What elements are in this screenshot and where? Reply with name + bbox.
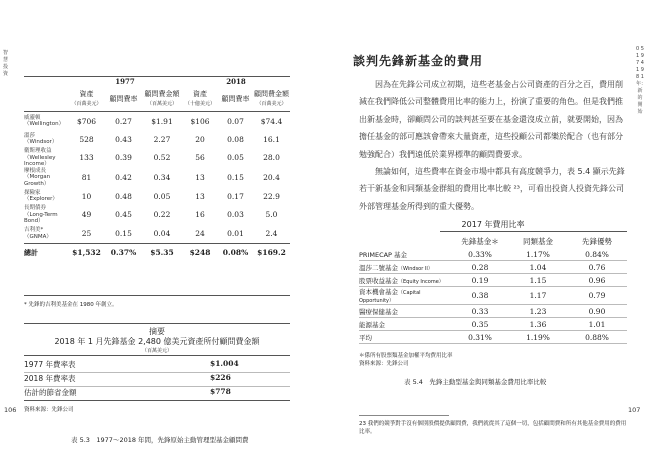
table-cell: 13	[195, 172, 205, 182]
col-fee-amount-2018: 顧問費金額 （百萬美元）	[253, 87, 290, 112]
col-expense-ratio: 顧問費率	[105, 87, 142, 112]
col-peer: 同類基金	[523, 236, 553, 246]
table-cell: 1.04	[509, 261, 567, 274]
summary-label: 2018 年費率表	[24, 374, 76, 383]
fund-name: 摩根成長 （Morgan Growth）	[24, 167, 51, 187]
fund-name: 威靈頓 （Wellington）	[24, 114, 65, 127]
table-5-4-footnote: ＊係所有股票類基金加權平均費用比率	[359, 353, 453, 359]
table-cell: 1.23	[509, 305, 567, 318]
table-cell: 81	[81, 172, 92, 182]
table-cell: 1.19%	[509, 331, 567, 344]
table-cell: 22.9	[263, 191, 280, 201]
table-5-4-source: 資料來源：先鋒公司	[359, 361, 409, 367]
table-cell: 0.76	[567, 261, 627, 274]
fund-name: 資本機會基金（Capital Opportunity）	[359, 287, 451, 305]
table-cell: 0.17	[227, 191, 244, 201]
paragraph-1: 因為在先鋒公司成立初期，這些老基金占公司資產的百分之百，費用削減在我們降低公司整體費用比率的能力上，扮演了重要的角色。但是我們推出新基金時，卻顧問公司的談判甚至要在基金還沒成立前，就要開始，因為擔任基金的部可應該會帶來大量資產，這些投顧公司都樂於配合（也有部分勉強配合）我們遠低於業界標準的顧問費要求。	[359, 80, 623, 159]
col-fee-amount: 顧問費金額 （百萬美元）	[142, 87, 182, 112]
table-cell: 0.03	[227, 210, 244, 220]
table-cell: 0.33%	[451, 248, 509, 261]
table-cell: $106	[190, 116, 210, 126]
total-cell: $5.35	[142, 243, 182, 262]
year-1977: 1977	[115, 77, 135, 86]
total-cell: $169.2	[253, 243, 290, 262]
table-cell: 24	[195, 229, 205, 238]
table-cell: 1.17	[509, 287, 567, 305]
table-cell: 1.15	[509, 274, 567, 287]
summary-value: $1.004	[210, 359, 239, 368]
total-row	[24, 243, 290, 262]
table-cell: 13	[195, 191, 205, 201]
table-cell: 16.1	[263, 134, 280, 144]
summary-value: $778	[210, 387, 231, 396]
table-row	[24, 225, 290, 244]
table-cell: 0.19	[451, 274, 509, 287]
table-cell: 5.0	[265, 210, 278, 220]
table-row	[359, 318, 627, 331]
fund-name: 溫莎 （Windsor）	[24, 132, 58, 145]
table-cell: 49	[81, 210, 92, 220]
table-row	[24, 112, 290, 131]
table-row	[359, 248, 627, 261]
summary-label: 估計的節省金額	[24, 388, 77, 397]
col-assets-2018: 資產 （十億美元）	[182, 87, 218, 112]
col-vanguard: 先鋒基金＊	[461, 236, 499, 246]
table-cell: 0.34	[153, 172, 171, 182]
year-2018: 2018	[226, 77, 246, 86]
table-cell: 0.43	[115, 134, 132, 144]
table-cell: 16	[195, 210, 205, 220]
paragraph-2: 無論如何，這些費率在資金市場中都具有高度競爭力，表 5.4 顯示先鋒若干新基金和同類基金群組的費用比率比較 ²³，可看出投資人投資先鋒公司外部管理基金所得到的重大優勢。	[359, 167, 625, 211]
table-row	[359, 261, 627, 274]
left-side-marker: 智慧投資	[3, 50, 9, 77]
table-cell: 1.01	[567, 318, 627, 331]
section-heading: 談判先鋒新基金的費用	[353, 54, 484, 68]
left-page-number: 106	[4, 406, 17, 414]
table-cell: 25	[81, 229, 92, 238]
summary-source: 資料來源：先鋒公司	[24, 407, 74, 413]
table-cell: 20.4	[263, 172, 280, 182]
table-cell: 2.27	[153, 134, 171, 144]
summary-label: 1977 年費率表	[24, 360, 76, 369]
table-cell: $706	[76, 116, 97, 126]
table-cell: 0.45	[115, 210, 132, 220]
table-row	[24, 148, 290, 168]
table-cell: 1.17%	[509, 248, 567, 261]
table-cell: 0.52	[153, 153, 171, 163]
table-cell: $74.4	[260, 116, 283, 126]
table-cell: 133	[79, 153, 94, 163]
total-label: 總計	[24, 243, 68, 262]
summary-title: 摘要	[149, 327, 165, 336]
col-advantage: 先鋒優勢	[582, 236, 612, 246]
table-row	[24, 205, 290, 225]
summary-value: $226	[210, 373, 231, 382]
table-5-4-title: 2017 年費用比率	[461, 220, 525, 229]
fund-name: 探險家 （Explorer）	[24, 189, 58, 202]
expense-ratio-table-5-4	[359, 234, 627, 344]
table-cell: 0.08	[227, 134, 244, 144]
table-row	[24, 130, 290, 148]
fund-name: 平均	[359, 331, 451, 344]
table-cell: 0.35	[451, 318, 509, 331]
table-5-3-footnote: * 先鋒的吉利美基金在 1980 年創立。	[24, 302, 118, 308]
fund-name: PRIMECAP 基金	[359, 248, 451, 261]
table-cell: 0.15	[227, 172, 244, 182]
summary-row	[24, 373, 290, 386]
summary-subtitle: 2018 年 1 月先鋒基金 2,480 億美元資產所付顧問費金額	[54, 337, 260, 346]
body-text	[359, 76, 627, 215]
col-expense-ratio-2018: 顧問費率	[218, 87, 253, 112]
table-cell: 0.05	[227, 153, 244, 163]
fund-name: 吉利美* （GNMA）	[24, 227, 52, 240]
table-cell: 0.39	[115, 153, 132, 163]
table-cell: 0.33	[451, 305, 509, 318]
fund-name: 長期債券 （Long-Term Bond）	[24, 205, 58, 224]
fund-name: 能源基金	[359, 318, 451, 331]
right-side-marker: 0 5 1 9 7 4 1 9 8 1 年：新的開始	[636, 46, 647, 115]
caption-5-3: 表 5.3 1977～2018 年間，先鋒原始主動管理型基金顧問費	[71, 436, 249, 444]
total-cell: 0.37%	[105, 243, 142, 262]
table-cell: 0.27	[115, 116, 132, 126]
table-cell: 0.48	[115, 191, 132, 201]
summary-row	[24, 359, 290, 372]
fee-table-5-3	[24, 76, 290, 262]
table-cell: $1.91	[151, 116, 173, 126]
table-cell: 0.79	[567, 287, 627, 305]
col-assets: 資產 （百萬美元）	[68, 87, 105, 112]
table-cell: 528	[79, 134, 94, 144]
fund-name: 醫療保健基金	[359, 305, 451, 318]
total-cell: $1,532	[68, 243, 105, 262]
table-cell: 10	[81, 191, 92, 201]
table-cell: 0.15	[115, 229, 132, 238]
page-footnote-23: 23 我們的競爭對手沒有個別股價提供顧問費，我們就從其了這個一切，包括顧問費和所有其他基金費用的費用比率。	[359, 421, 627, 435]
table-cell: 1.36	[509, 318, 567, 331]
table-cell: 0.31%	[451, 331, 509, 344]
fund-name: 溫莎二號基金（Windsor II）	[359, 261, 451, 274]
table-cell: 0.22	[153, 210, 171, 220]
table-cell: 56	[195, 153, 205, 163]
fund-name: 股票收益基金（Equity Income）	[359, 274, 451, 287]
table-cell: 0.84%	[567, 248, 627, 261]
right-page-number: 107	[628, 406, 641, 414]
table-cell: 0.88%	[567, 331, 627, 344]
table-cell: 0.07	[227, 116, 244, 126]
summary-unit: （百萬美元）	[141, 348, 172, 354]
total-cell: 0.08%	[218, 243, 253, 262]
caption-5-4: 表 5.4 先鋒主動型基金與同類基金費用比率比較	[404, 378, 547, 386]
table-cell: 28.0	[263, 153, 280, 163]
table-cell: 2.4	[265, 229, 278, 238]
table-row	[359, 274, 627, 287]
total-cell: $248	[182, 243, 218, 262]
table-row	[359, 287, 627, 305]
table-cell: 20	[195, 134, 205, 144]
table-cell: 0.96	[567, 274, 627, 287]
table-row	[24, 187, 290, 205]
table-cell: 0.38	[451, 287, 509, 305]
table-cell: 0.04	[153, 229, 171, 238]
table-cell: 0.90	[567, 305, 627, 318]
table-cell: 0.01	[227, 229, 244, 238]
summary-row	[24, 387, 290, 400]
table-cell: 0.28	[451, 261, 509, 274]
table-row	[24, 168, 290, 188]
table-cell: 0.42	[115, 172, 132, 182]
fund-name: 衛斯理收益 （Wellesley Income）	[24, 148, 56, 167]
table-row	[359, 305, 627, 318]
table-row	[359, 331, 627, 344]
table-cell: 0.05	[153, 191, 171, 201]
